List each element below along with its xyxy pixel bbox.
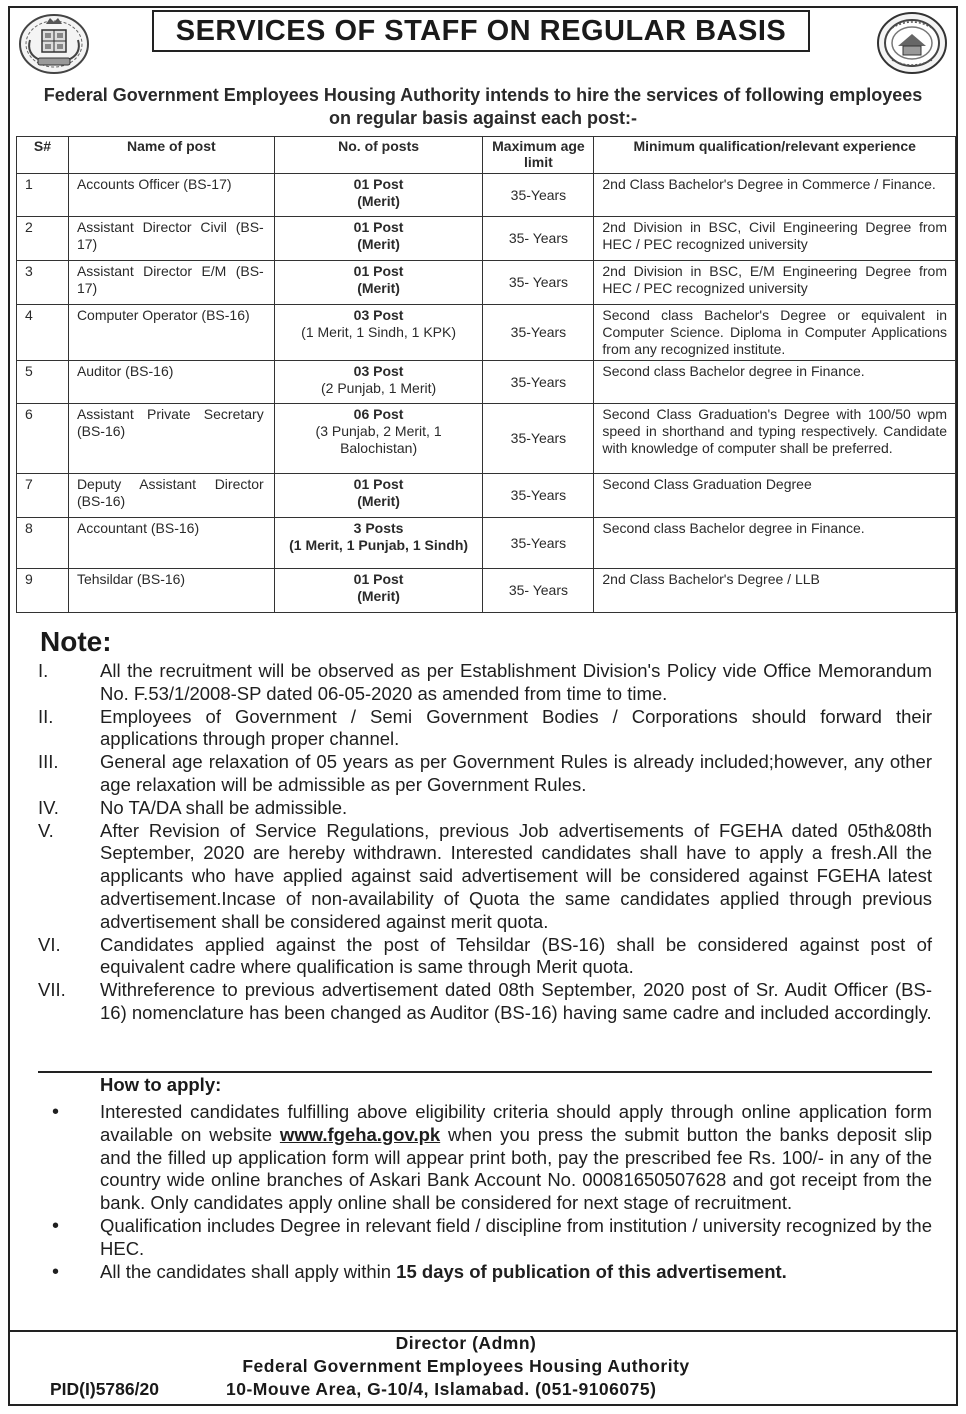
serial-number: 3 <box>17 261 69 305</box>
post-count-value: 3 Posts <box>353 520 404 536</box>
bullet-icon: • <box>52 1101 60 1123</box>
post-count-value: 01 Post <box>353 476 404 492</box>
qualification: 2nd Class Bachelor's Degree / LLB <box>594 569 956 613</box>
serial-number: 8 <box>17 518 69 569</box>
qualification: 2nd Division in BSC, Civil Engineering Degree from HEC / PEC recognized university <box>594 217 956 261</box>
how-to-apply-text: Qualification includes Degree in relevant field / discipline from institution / university recognized by the HEC. <box>100 1214 932 1259</box>
post-count-detail: (3 Punjab, 2 Merit, 1 Balochistan) <box>315 423 442 456</box>
deadline-text: 15 days of publication of this advertisement. <box>396 1260 787 1282</box>
age-limit: 35-Years <box>483 361 594 404</box>
list-item <box>38 1215 932 1261</box>
post-count-detail: (1 Merit, 1 Punjab, 1 Sindh) <box>289 537 469 553</box>
column-header: Minimum qualification/relevant experience <box>594 137 956 174</box>
age-limit: 35-Years <box>483 474 594 518</box>
qualification: 2nd Division in BSC, E/M Engineering Degree from HEC / PEC recognized university <box>594 261 956 305</box>
post-count <box>274 261 483 305</box>
note-number: I. <box>38 660 49 681</box>
post-count <box>274 404 483 474</box>
signatory-title: Director (Admn) <box>395 1333 537 1353</box>
post-name: Tehsildar (BS-16) <box>68 569 274 613</box>
qualification: Second Class Graduation's Degree with 100/50 wpm speed in shorthand and typing respectively. Candidate with knowledge of computer shall be preferred. <box>594 404 956 474</box>
post-count <box>274 474 483 518</box>
post-name: Auditor (BS-16) <box>68 361 274 404</box>
age-limit: 35-Years <box>483 174 594 217</box>
contact-address: 10-Mouve Area, G-10/4, Islamabad. (051-9106075) <box>226 1379 657 1399</box>
post-count <box>274 217 483 261</box>
authority-name: Federal Government Employees Housing Authority <box>242 1356 690 1376</box>
text-fragment: Interested candidates fulfilling above eligibility criteria should apply through online application form available on website <box>100 1101 932 1145</box>
post-name: Deputy Assistant Director (BS-16) <box>68 474 274 518</box>
post-count-value: 01 Post <box>353 219 404 235</box>
post-count <box>274 305 483 361</box>
post-count <box>274 518 483 569</box>
section-divider <box>38 1071 932 1073</box>
table-row <box>17 305 956 361</box>
serial-number: 1 <box>17 174 69 217</box>
post-count-detail: (2 Punjab, 1 Merit) <box>321 380 437 396</box>
bullet-icon: • <box>52 1260 60 1283</box>
serial-number: 4 <box>17 305 69 361</box>
note-item <box>38 751 932 797</box>
table-row <box>17 261 956 305</box>
post-count-detail: (Merit) <box>357 236 400 252</box>
post-count-value: 01 Post <box>353 571 404 587</box>
serial-number: 2 <box>17 217 69 261</box>
serial-number: 7 <box>17 474 69 518</box>
table-row <box>17 404 956 474</box>
post-count-detail: (Merit) <box>357 280 400 296</box>
age-limit: 35- Years <box>483 569 594 613</box>
serial-number: 6 <box>17 404 69 474</box>
table-row <box>17 217 956 261</box>
post-name: Assistant Private Secretary (BS-16) <box>68 404 274 474</box>
note-number: V. <box>38 819 54 841</box>
age-limit: 35- Years <box>483 217 594 261</box>
post-name: Accountant (BS-16) <box>68 518 274 569</box>
notes-list <box>38 660 932 1025</box>
note-number: II. <box>38 705 54 727</box>
post-count <box>274 361 483 404</box>
age-limit: 35- Years <box>483 261 594 305</box>
how-to-apply-text <box>100 1261 932 1284</box>
note-item <box>38 820 932 934</box>
qualification: Second class Bachelor degree in Finance. <box>594 518 956 569</box>
column-header: No. of posts <box>274 137 483 174</box>
how-to-apply-text <box>100 1101 932 1215</box>
list-item <box>38 1101 932 1215</box>
qualification: 2nd Class Bachelor's Degree in Commerce / Finance. <box>594 174 956 217</box>
page-title: SERVICES OF STAFF ON REGULAR BASIS <box>152 10 810 52</box>
qualification: Second Class Graduation Degree <box>594 474 956 518</box>
post-count-value: 03 Post <box>353 307 404 323</box>
note-text: General age relaxation of 05 years as per Government Rules is already included;however, any other age relaxation will be admissible as per Government Rules. <box>100 751 932 795</box>
how-to-apply-heading: How to apply: <box>100 1074 222 1095</box>
note-item <box>38 660 932 706</box>
website-link[interactable]: www.fgeha.gov.pk <box>279 1123 441 1145</box>
column-header: Maximum age limit <box>483 137 594 174</box>
note-item <box>38 934 932 980</box>
note-number: VII. <box>38 979 66 1001</box>
note-text: No TA/DA shall be admissible. <box>100 796 348 818</box>
government-emblem <box>16 10 92 76</box>
note-item <box>38 706 932 752</box>
note-heading: Note: <box>40 626 112 657</box>
column-header: Name of post <box>68 137 274 174</box>
age-limit: 35-Years <box>483 404 594 474</box>
note-item <box>38 979 932 1025</box>
serial-number: 9 <box>17 569 69 613</box>
note-text: Withreference to previous advertisement dated 08th September, 2020 post of Sr. Audit Officer (BS-16) nomenclature has been changed as Auditor (BS-16) having same cadre and included accordingly. <box>100 979 932 1023</box>
post-count-value: 06 Post <box>353 406 404 422</box>
list-item <box>38 1261 932 1284</box>
table-row <box>17 361 956 404</box>
post-count <box>274 174 483 217</box>
text-fragment: when you press the submit button the banks deposit slip and the filled up application form will appear print both, pay the prescribed fee Rs. 100/- in any of the country wide online branches of Askari Bank Account No. 00081650507628 and got receipt from the bank. Only candidates apply online shall be considered for next stage of recruitment. <box>100 1123 932 1214</box>
pid-number: PID(I)5786/20 <box>50 1379 159 1399</box>
note-text: Candidates applied against the post of Tehsildar (BS-16) shall be considered against post of equivalent cadre where qualification is same through Merit quota. <box>100 933 932 978</box>
age-limit: 35-Years <box>483 518 594 569</box>
qualification: Second class Bachelor's Degree or equivalent in Computer Science. Diploma in Computer Applications from any recognized institute. <box>594 305 956 361</box>
column-header: S# <box>17 137 69 174</box>
bullet-icon: • <box>52 1214 60 1237</box>
post-name: Assistant Director Civil (BS-17) <box>68 217 274 261</box>
post-count-value: 03 Post <box>353 363 404 379</box>
post-name: Assistant Director E/M (BS-17) <box>68 261 274 305</box>
text-fragment: All the candidates shall apply within <box>100 1260 397 1282</box>
fgeha-logo <box>874 10 950 76</box>
note-text: All the recruitment will be observed as per Establishment Division's Policy vide Office Memorandum No. F.53/1/2008-SP dated 06-05-2020 as amended from time to time. <box>100 660 932 704</box>
post-count-value: 01 Post <box>353 263 404 279</box>
post-name: Accounts Officer (BS-17) <box>68 174 274 217</box>
post-count-detail: (Merit) <box>357 493 400 509</box>
note-number: VI. <box>38 933 61 955</box>
intro-paragraph: Federal Government Employees Housing Authority intends to hire the services of following employees on regular basis against each post:- <box>43 85 923 128</box>
table-row <box>17 569 956 613</box>
table-row <box>17 518 956 569</box>
table-row <box>17 174 956 217</box>
serial-number: 5 <box>17 361 69 404</box>
post-count-value: 01 Post <box>353 176 404 192</box>
post-count-detail: (1 Merit, 1 Sindh, 1 KPK) <box>301 324 456 340</box>
post-count <box>274 569 483 613</box>
qualification: Second class Bachelor degree in Finance. <box>594 361 956 404</box>
post-name: Computer Operator (BS-16) <box>68 305 274 361</box>
note-number: IV. <box>38 796 59 818</box>
note-number: III. <box>38 751 59 773</box>
note-text: Employees of Government / Semi Government Bodies / Corporations should forward their applications through proper channel. <box>100 705 932 750</box>
how-to-apply-list <box>38 1101 932 1283</box>
note-text: After Revision of Service Regulations, previous Job advertisements of FGEHA dated 05th&08th September, 2020 are hereby withdrawn. Interested candidates shall have to apply a fresh.All the applicants who have applied against said advertisement will be considered against FGEHA latest advertisement.Incase of non-availability of Quota the same candidates applied through previous advertisement shall be considered against merit quota. <box>100 819 932 932</box>
post-count-detail: (Merit) <box>357 193 400 209</box>
table-row <box>17 474 956 518</box>
posts-table <box>16 136 956 613</box>
note-item <box>38 797 932 820</box>
age-limit: 35-Years <box>483 305 594 361</box>
post-count-detail: (Merit) <box>357 588 400 604</box>
